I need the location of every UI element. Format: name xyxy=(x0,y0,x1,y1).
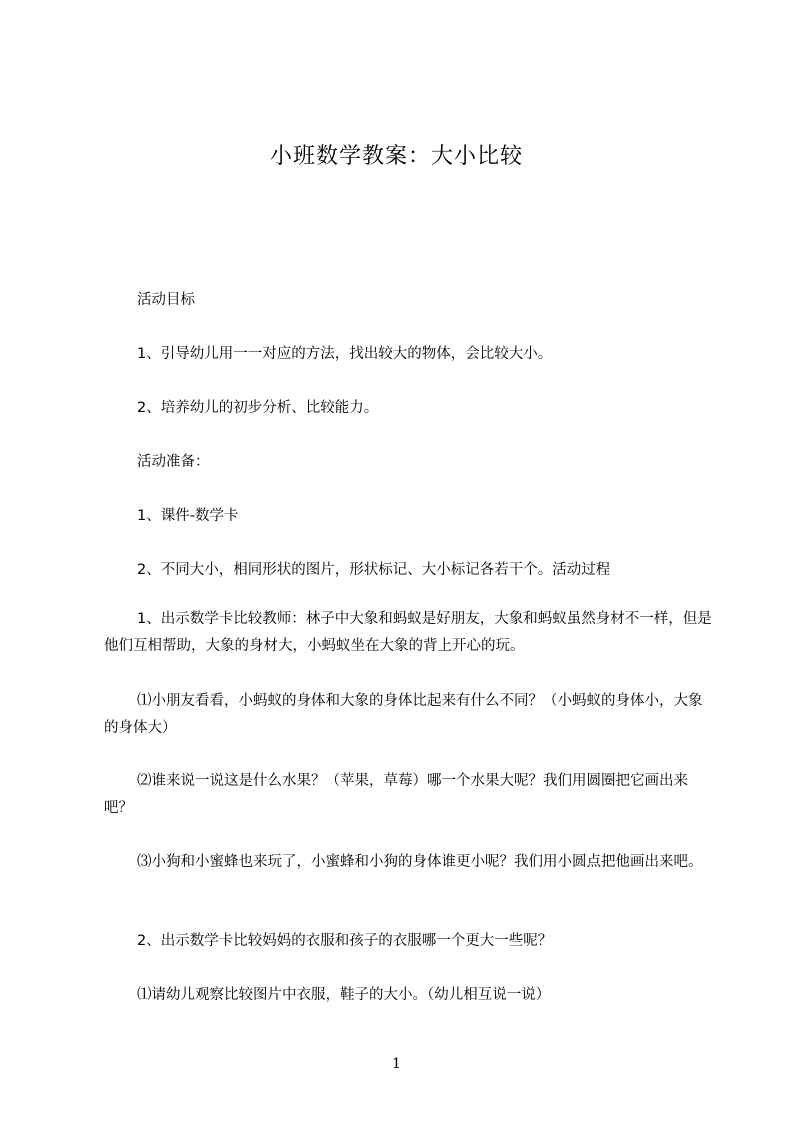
page-number: 1 xyxy=(392,1056,401,1072)
document-title: 小班数学教案：大小比较 xyxy=(269,144,523,169)
paragraph-process-2: 2、出示数学卡比较妈妈的衣服和孩子的衣服哪一个更大一些呢？ xyxy=(137,933,553,949)
paragraph-process-1-2: ⑵谁来说一说这是什么水果？（苹果，草莓）哪一个水果大呢？我们用圆圈把它画出来吧？ xyxy=(104,773,688,816)
paragraph-goal-1: 1、引导幼儿用一一对应的方法，找出较大的物体，会比较大小。 xyxy=(137,346,553,362)
paragraph-preparation-2: 2、不同大小，相同形状的图片，形状标记、大小标记各若干个。活动过程 xyxy=(137,562,611,578)
paragraph-process-2-1: ⑴请幼儿观察比较图片中衣服，鞋子的大小。（幼儿相互说一说） xyxy=(137,987,551,1003)
paragraph-process-1-1: ⑴小朋友看看，小蚂蚁的身体和大象的身体比起来有什么不同？（小蚂蚁的身体小，大象的身体大） xyxy=(104,693,703,736)
paragraph-process-1-3: ⑶小狗和小蜜蜂也来玩了，小蜜蜂和小狗的身体谁更小呢？我们用小圆点把他画出来吧。 xyxy=(137,854,703,870)
paragraph-preparation-heading: 活动准备： xyxy=(137,454,210,470)
paragraph-activity-goals-heading: 活动目标 xyxy=(137,292,195,308)
paragraph-process-1: 1、出示数学卡比较教师：林子中大象和蚂蚁是好朋友，大象和蚂蚁虽然身材不一样，但是他们互相帮助，大象的身材大，小蚂蚁坐在大象的背上开心的玩。 xyxy=(104,611,712,654)
paragraph-preparation-1: 1、课件-数学卡 xyxy=(137,508,239,524)
paragraph-goal-2: 2、培养幼儿的初步分析、比较能力。 xyxy=(137,400,379,416)
